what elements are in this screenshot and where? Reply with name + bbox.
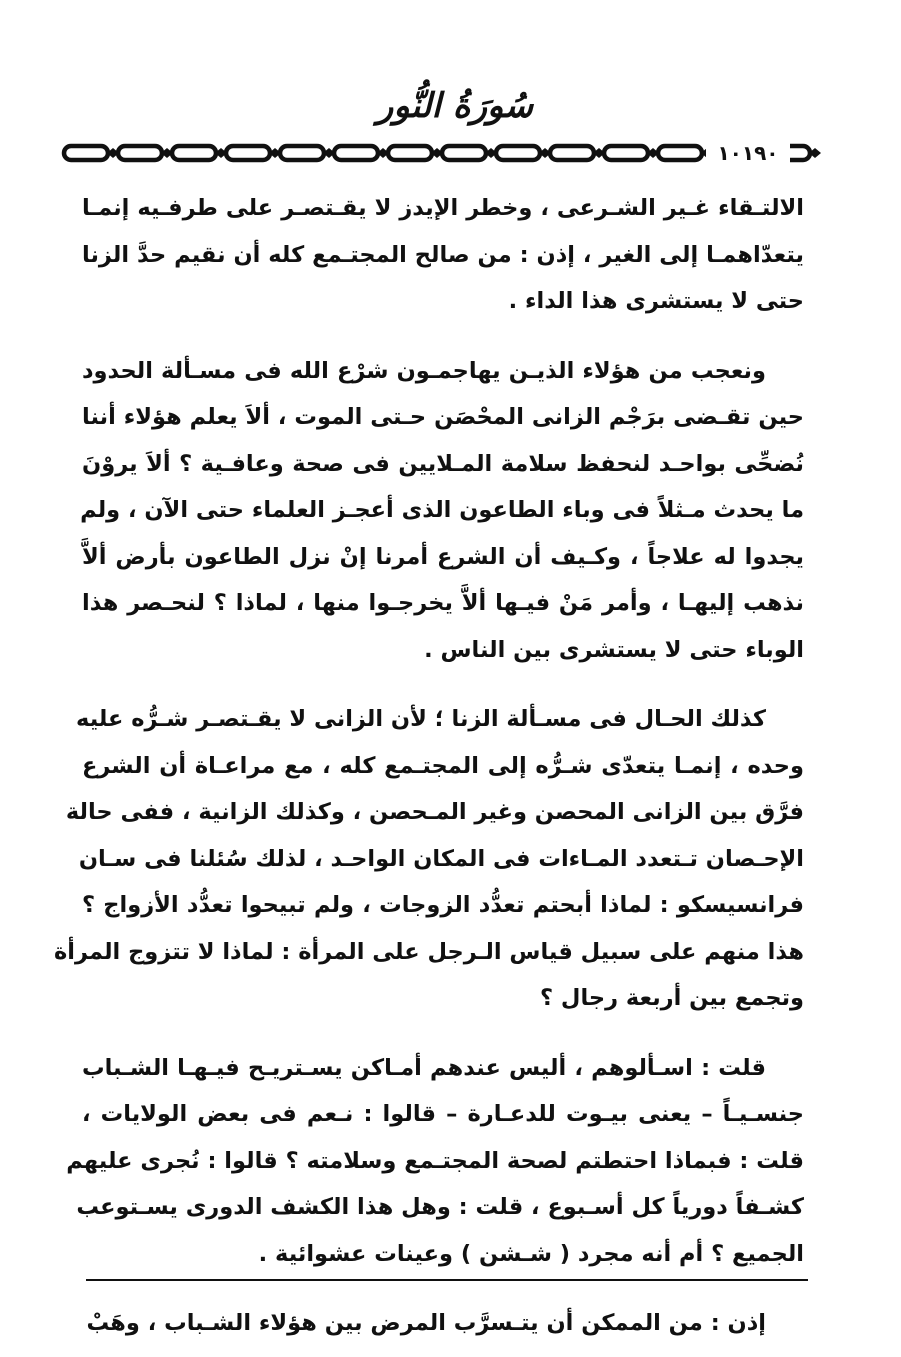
chain-link: [118, 146, 162, 160]
chain-link: [550, 146, 594, 160]
chain-link: [280, 146, 324, 160]
text-line: كذلك الحـال فى مسـألة الزنا ؛ لأن الزانى لا يقـتصـر شـرُّه عليه: [76, 706, 766, 732]
text-line: نُضحِّى بواحـد لنحفظ سلامة المـلايين فى صحة وعافـية ؟ ألاَ يروْنَ: [82, 450, 804, 477]
text-line: الجميع ؟ أم أنه مجرد ( شـشن ) وعينات عشوائية .: [258, 1240, 804, 1267]
text-line: ما يحدث مـثلاً فى وباء الطاعون الذى أعجـز العلماء حتى الآن ، ولم: [80, 497, 804, 523]
text-line: إذن : من الممكن أن يتـسرَّب المرض بين هؤلاء الشـباب ، وهَبْ: [86, 1310, 766, 1336]
chain-link: [658, 146, 702, 160]
page-body: [54, 185, 804, 1347]
text-line: الوباء حتى لا يستشرى بين الناس .: [424, 636, 804, 663]
text-line: وتجمع بين أربعة رجال ؟: [540, 985, 804, 1011]
chain-link: [64, 146, 108, 160]
text-line: حين تقـضى برَجْم الزانى المحْصَن حـتى الموت ، ألاَ يعلم هؤلاء أننا: [82, 404, 804, 430]
text-line: الإحـصان تـتعدد المـاءات فى المكان الواحـد ، لذلك سُئلنا فى سـان: [78, 845, 804, 872]
text-line: جنسـيـاً – يعنى بيـوت للدعـارة – قالوا : نـعم فى بعض الولايات ،: [82, 1101, 804, 1127]
footer-rule: [86, 1279, 808, 1281]
text-line: فرَّق بين الزانى المحصن وغير المـحصن ، وكذلك الزانية ، ففى حالة: [65, 799, 804, 825]
paragraph-3: [54, 696, 804, 1022]
chain-link: [226, 146, 270, 160]
text-line: الالتـقاء غـير الشـرعى ، وخطر الإيدز لا يقـتصـر على طرفـيه إنمـا: [82, 195, 804, 221]
chain-link: [388, 146, 432, 160]
text-line: نذهب إليهـا ، وأمر مَنْ فيـها ألاَّ يخرجـوا منها ، لماذا ؟ لنحـصر هذا: [82, 590, 804, 616]
chain-link: [496, 146, 540, 160]
text-line: وحده ، إنمـا يتعدّى شـرُّه إلى المجتـمع كله ، مع مراعـاة أن الشرع: [82, 752, 804, 779]
page-number: ١٠١٩٠: [706, 136, 790, 168]
text-line: فرانسيسكو : لماذا أبحتم تعدُّد الزوجات ، ولم تبيحوا تعدُّد الأزواج ؟: [82, 892, 804, 918]
paragraph-1: [82, 185, 804, 325]
text-line: ونعجب من هؤلاء الذيـن يهاجمـون شرْع الله فى مسـألة الحدود: [82, 357, 766, 384]
chain-link: [334, 146, 378, 160]
text-line: يتعدّاهمـا إلى الغير ، إذن : من صالح المجتـمع كله أن نقيم حدَّ الزنا: [82, 241, 804, 268]
chain-link: [604, 146, 648, 160]
surah-title: سُورَةُ النُّور: [376, 86, 534, 126]
text-line: قلت : اسـألوهم ، أليس عندهم أمـاكن يسـتريـح فيـهـا الشـباب: [82, 1054, 766, 1081]
chain-link: [172, 146, 216, 160]
paragraph-2: [82, 348, 804, 674]
text-line: كشـفاً دورياً كل أسـبوع ، قلت : وهل هذا الكشف الدورى يسـتوعب: [76, 1194, 804, 1220]
text-line: يجدوا له علاجاً ، وكـيف أن الشرع أمرنا إنْ نزل الطاعون بأرض ألاَّ: [82, 543, 804, 570]
paragraph-4: [66, 1045, 804, 1278]
text-line: حتى لا يستشرى هذا الداء .: [508, 288, 804, 314]
paragraph-5: [82, 1300, 804, 1347]
chain-link: [442, 146, 486, 160]
text-line: قلت : فبماذا احتطتم لصحة المجتـمع وسلامته ؟ قالوا : نُجرى عليهم: [66, 1147, 804, 1174]
text-line: هذا منهم على سبيل قياس الـرجل على المرأة : لماذا لا تتزوج المرأة: [54, 938, 804, 965]
